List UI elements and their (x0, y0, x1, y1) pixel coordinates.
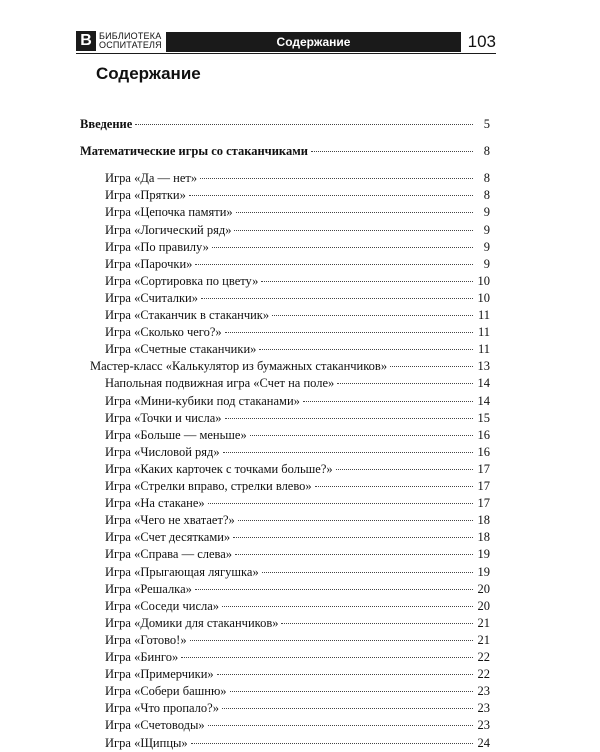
toc-dot-leader (181, 657, 473, 658)
toc-entry[interactable] (105, 187, 490, 204)
page-header (76, 31, 496, 53)
toc-entry-title: Игра «Прятки» (105, 188, 186, 203)
toc-entry-title: Игра «Числовой ряд» (105, 444, 220, 459)
toc-entry-page: 16 (477, 444, 490, 459)
toc-entry-page: 21 (477, 632, 490, 647)
toc-dot-leader (189, 195, 473, 196)
toc-entry-title: Игра «Чего не хватает?» (105, 513, 235, 528)
toc-dot-leader (223, 452, 473, 453)
toc-dot-leader (190, 640, 473, 641)
toc-entry-page: 10 (477, 290, 490, 305)
toc-dot-leader (336, 469, 473, 470)
toc-entry-page: 9 (483, 239, 490, 254)
toc-entry-title: Игра «На стакане» (105, 496, 205, 511)
toc-dot-leader (233, 537, 473, 538)
toc-dot-leader (191, 743, 473, 744)
toc-dot-leader (311, 151, 473, 152)
toc-dot-leader (135, 124, 473, 125)
toc-entry-title: Игра «Счетоводы» (105, 718, 205, 733)
toc-dot-leader (234, 230, 473, 231)
toc-entry-title: Игра «По правилу» (105, 239, 209, 254)
toc-entry-title: Игра «Да — нет» (105, 171, 198, 186)
toc-entry[interactable] (105, 615, 490, 632)
toc-entry-title: Игра «Щипцы» (105, 735, 188, 750)
series-logo-line2: ОСПИТАТЕЛЯ (99, 40, 162, 50)
toc-entry[interactable] (105, 529, 490, 546)
toc-entry-page: 20 (477, 598, 490, 613)
toc-dot-leader (200, 178, 473, 179)
toc-entry-title: Игра «Сколько чего?» (105, 325, 222, 340)
toc-entry-title: Игра «Парочки» (105, 256, 193, 271)
toc-entry[interactable] (105, 444, 490, 461)
toc-entry[interactable] (105, 598, 490, 615)
toc-entry-title: Игра «Прыгающая лягушка» (105, 564, 259, 579)
toc-dot-leader (238, 520, 473, 521)
toc-entry-title: Игра «Справа — слева» (105, 547, 233, 562)
toc-entry-title: Игра «Собери башню» (105, 684, 227, 699)
toc-entry[interactable] (80, 116, 490, 133)
toc-dot-leader (235, 554, 473, 555)
toc-entry-page: 17 (477, 461, 490, 476)
toc-entry[interactable] (105, 375, 490, 392)
toc-entry-page: 9 (483, 205, 490, 220)
toc-entry-title: Игра «Цепочка памяти» (105, 205, 233, 220)
toc-entry[interactable] (105, 239, 490, 256)
toc-entry[interactable] (105, 222, 490, 239)
toc-entry[interactable] (105, 461, 490, 478)
toc-entry-page: 23 (477, 701, 490, 716)
toc-entry[interactable] (105, 512, 490, 529)
toc-entry[interactable] (105, 495, 490, 512)
toc-dot-leader (212, 247, 473, 248)
toc-entry-page: 14 (477, 376, 490, 391)
toc-dot-leader (390, 366, 473, 367)
toc-entry[interactable] (105, 393, 490, 410)
toc-entry[interactable] (80, 143, 490, 160)
toc-entry[interactable] (105, 427, 490, 444)
toc-entry-page: 8 (483, 171, 490, 186)
toc-dot-leader (222, 708, 473, 709)
toc-entry-page: 13 (477, 359, 490, 374)
toc-entry-page: 9 (483, 222, 490, 237)
toc-dot-leader (250, 435, 473, 436)
toc-dot-leader (195, 589, 473, 590)
toc-entry[interactable] (105, 683, 490, 700)
toc-entry-title: Математические игры со стаканчиками (80, 144, 308, 159)
toc-entry[interactable] (105, 564, 490, 581)
toc-entry-page: 16 (477, 427, 490, 442)
toc-entry[interactable] (90, 358, 490, 375)
toc-dot-leader (261, 281, 473, 282)
toc-entry[interactable] (105, 256, 490, 273)
series-logo-text (99, 32, 162, 50)
toc-dot-leader (337, 383, 473, 384)
toc-entry-page: 17 (477, 496, 490, 511)
toc-entry-title: Игра «Сортировка по цвету» (105, 273, 259, 288)
toc-entry-page: 23 (477, 684, 490, 699)
series-logo-line1: БИБЛИОТЕКА (99, 31, 162, 41)
toc-entry-page: 8 (483, 188, 490, 203)
toc-entry[interactable] (105, 307, 490, 324)
toc-entry[interactable] (105, 700, 490, 717)
toc-entry-page: 11 (477, 308, 490, 322)
toc-entry-page: 11 (477, 325, 490, 340)
toc-dot-leader (225, 418, 474, 419)
toc-entry[interactable] (105, 324, 490, 341)
toc-entry-title: Игра «Домики для стаканчиков» (105, 615, 279, 630)
series-logo-mark: В (76, 31, 96, 51)
toc-entry[interactable] (105, 632, 490, 649)
toc-entry[interactable] (105, 341, 490, 358)
toc-dot-leader (208, 725, 473, 726)
toc-entry-title: Игра «Решалка» (105, 581, 192, 596)
toc-entry-title: Игра «Больше — меньше» (105, 427, 247, 442)
toc-entry-title: Мастер-класс «Калькулятор из бумажных стаканчиков» (90, 359, 388, 374)
toc-dot-leader (201, 298, 473, 299)
toc-entry-page: 19 (477, 564, 490, 579)
toc-entry[interactable] (105, 735, 490, 752)
toc-entry-page: 20 (477, 581, 490, 596)
toc-entry-page: 15 (477, 410, 490, 425)
toc-entry-page: 18 (477, 530, 490, 545)
toc-dot-leader (208, 503, 473, 504)
toc-entry-title: Игра «Точки и числа» (105, 410, 222, 425)
toc-dot-leader (225, 332, 473, 333)
toc-dot-leader (222, 606, 473, 607)
toc-entry[interactable] (105, 717, 490, 734)
toc-entry-title: Игра «Соседи числа» (105, 598, 220, 613)
toc-entry[interactable] (105, 546, 490, 563)
toc-entry-page: 24 (477, 735, 490, 750)
toc-entry-title: Игра «Примерчики» (105, 667, 214, 682)
toc-entry-title: Игра «Счет десятками» (105, 530, 231, 545)
toc-entry-title: Игра «Готово!» (105, 632, 187, 647)
toc-entry[interactable] (105, 666, 490, 683)
toc-dot-leader (236, 212, 473, 213)
toc-entry-title: Игра «Стаканчик в стаканчик» (105, 308, 270, 322)
toc-dot-leader (281, 623, 473, 624)
toc-entry-title: Игра «Бинго» (105, 650, 179, 664)
toc-dot-leader (230, 691, 473, 692)
toc-entry-page: 14 (477, 393, 490, 408)
toc-entry-page: 23 (477, 718, 490, 733)
toc-entry[interactable] (105, 410, 490, 427)
toc-entry-page: 18 (477, 513, 490, 528)
toc-dot-leader (217, 674, 473, 675)
toc-entry[interactable] (105, 581, 490, 598)
toc-entry-page: 8 (483, 144, 490, 159)
page-title: Содержание (96, 64, 201, 83)
toc-entry[interactable] (105, 170, 490, 187)
toc-entry-page: 9 (483, 256, 490, 271)
page-number: 103 (467, 32, 496, 51)
toc-entry-page: 10 (477, 273, 490, 288)
toc-entry-page: 22 (477, 667, 490, 682)
toc-entry-page: 21 (477, 615, 490, 630)
toc-dot-leader (315, 486, 473, 487)
toc-entry-title: Игра «Считалки» (105, 290, 198, 305)
toc-entry-title: Игра «Что пропало?» (105, 701, 219, 716)
toc-entry[interactable] (105, 290, 490, 307)
toc-entry-title: Игра «Каких карточек с точками больше?» (105, 461, 333, 476)
toc-entry-title: Игра «Логический ряд» (105, 222, 232, 237)
toc-entry-title: Введение (80, 117, 133, 131)
toc-dot-leader (195, 264, 473, 265)
toc-entry-page: 11 (477, 342, 490, 357)
toc-entry-page: 5 (483, 117, 490, 131)
header-rule (76, 53, 496, 54)
toc-entry-page: 17 (477, 479, 490, 493)
toc-dot-leader (262, 572, 473, 573)
toc-entry[interactable] (105, 478, 490, 495)
toc-dot-leader (259, 349, 473, 350)
toc-entry-page: 19 (477, 547, 490, 562)
toc-entry-title: Игра «Мини-кубики под стаканами» (105, 393, 300, 408)
toc-dot-leader (303, 401, 473, 402)
toc-entry-page: 22 (477, 650, 490, 664)
toc-entry-title: Игра «Счетные стаканчики» (105, 342, 257, 357)
running-head: Содержание (166, 32, 461, 52)
toc-entry-title: Игра «Стрелки вправо, стрелки влево» (105, 479, 312, 493)
toc-dot-leader (272, 315, 473, 316)
toc-entry[interactable] (105, 273, 490, 290)
toc-entry[interactable] (105, 204, 490, 221)
toc-entry-title: Напольная подвижная игра «Счет на поле» (105, 376, 335, 391)
toc-entry[interactable] (105, 649, 490, 666)
